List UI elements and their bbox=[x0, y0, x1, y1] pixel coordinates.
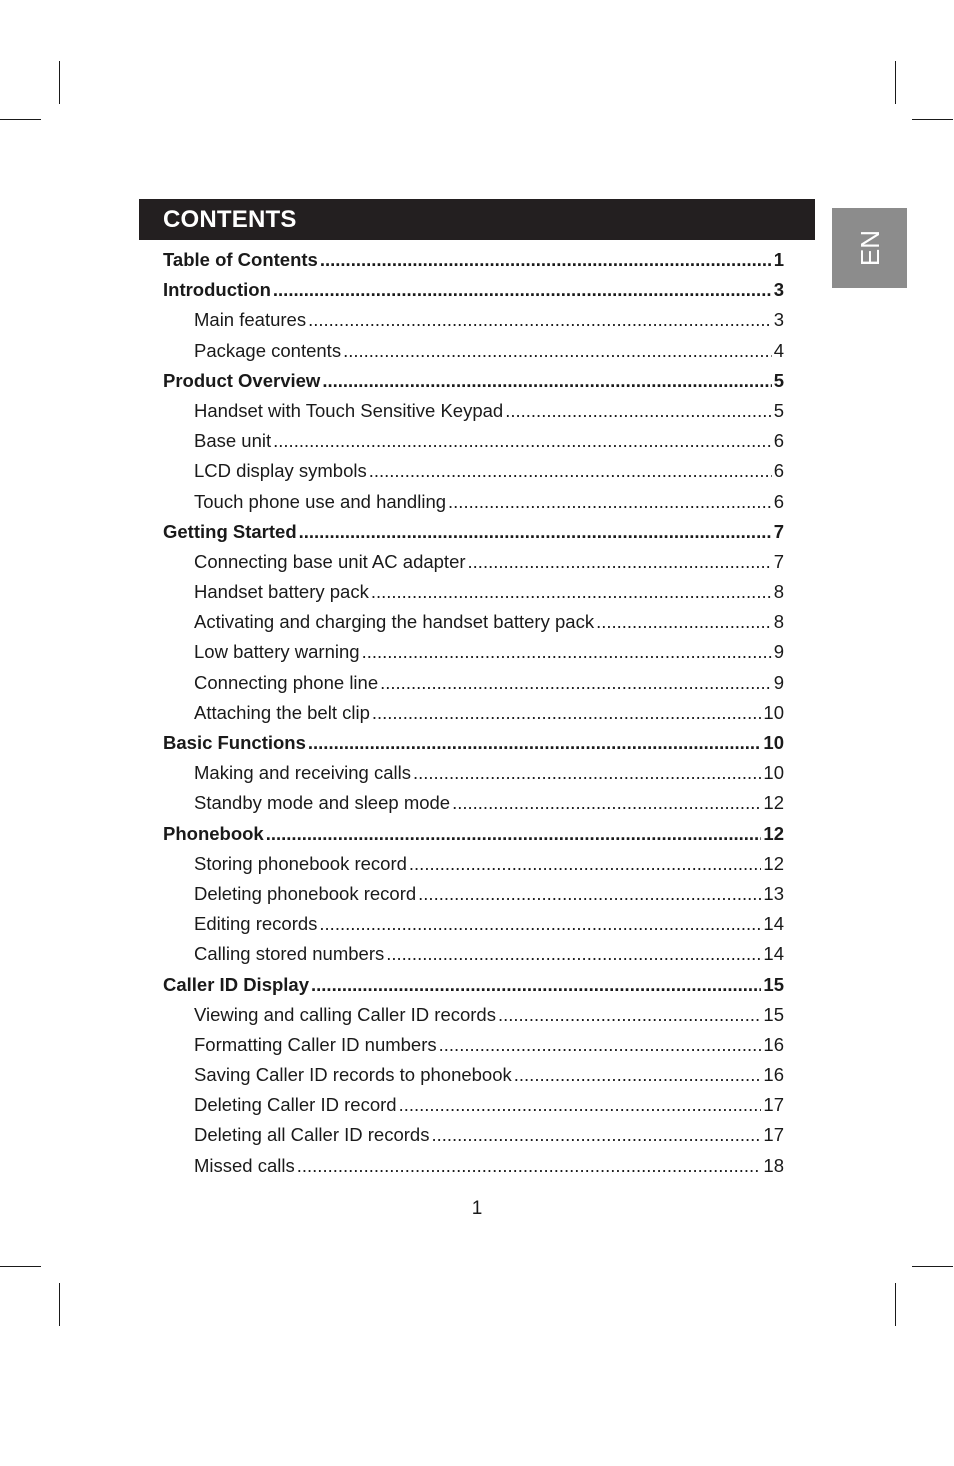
toc-entry-title: Attaching the belt clip bbox=[194, 701, 370, 723]
toc-entry-title: Formatting Caller ID numbers bbox=[194, 1033, 437, 1055]
toc-entry-page: 3 bbox=[773, 279, 784, 301]
crop-mark-top-right-horizontal bbox=[912, 119, 953, 120]
toc-dot-leader bbox=[322, 366, 771, 396]
toc-subsection-entry bbox=[163, 637, 784, 667]
toc-subsection-entry bbox=[163, 1120, 784, 1150]
toc-entry-title: Deleting all Caller ID records bbox=[194, 1124, 430, 1146]
toc-entry-title: Missed calls bbox=[194, 1154, 295, 1176]
toc-dot-leader bbox=[266, 819, 762, 849]
toc-dot-leader bbox=[372, 698, 762, 728]
crop-mark-bottom-left-vertical bbox=[59, 1283, 60, 1326]
toc-entry-title: Main features bbox=[194, 309, 307, 331]
toc-entry-title: Handset battery pack bbox=[194, 581, 369, 603]
toc-subsection-entry bbox=[163, 1090, 784, 1120]
toc-dot-leader bbox=[413, 758, 761, 788]
toc-entry-title: Deleting phonebook record bbox=[194, 882, 417, 904]
toc-dot-leader bbox=[596, 607, 772, 637]
toc-entry-title: Activating and charging the handset battery pack bbox=[194, 611, 595, 633]
crop-mark-bottom-right-vertical bbox=[895, 1283, 896, 1326]
toc-dot-leader bbox=[498, 1000, 761, 1030]
toc-entry-title: Deleting Caller ID record bbox=[194, 1094, 397, 1116]
toc-entry-page: 14 bbox=[763, 913, 784, 935]
toc-section-entry bbox=[163, 517, 784, 547]
toc-dot-leader bbox=[514, 1060, 762, 1090]
toc-entry-page: 17 bbox=[763, 1124, 784, 1146]
toc-entry-page: 12 bbox=[763, 852, 784, 874]
toc-entry-title: Low battery warning bbox=[194, 641, 360, 663]
toc-entry-title: Touch phone use and handling bbox=[194, 490, 447, 512]
toc-subsection-entry bbox=[163, 547, 784, 577]
toc-entry-title: Table of Contents bbox=[163, 249, 318, 270]
toc-subsection-entry bbox=[163, 698, 784, 728]
toc-subsection-entry bbox=[163, 939, 784, 969]
toc-entry-page: 17 bbox=[763, 1094, 784, 1116]
page-number: 1 bbox=[471, 1198, 483, 1219]
toc-subsection-entry bbox=[163, 1030, 784, 1060]
toc-subsection-entry bbox=[163, 456, 784, 486]
toc-dot-leader bbox=[452, 788, 761, 818]
toc-subsection-entry bbox=[163, 1060, 784, 1090]
toc-dot-leader bbox=[468, 547, 772, 577]
toc-entry-title: Caller ID Display bbox=[163, 973, 310, 995]
toc-subsection-entry bbox=[163, 1151, 784, 1181]
toc-dot-leader bbox=[371, 577, 772, 607]
toc-entry-page: 4 bbox=[773, 339, 784, 361]
crop-mark-top-right-vertical bbox=[895, 61, 896, 104]
toc-entry-page: 15 bbox=[763, 1003, 784, 1025]
toc-entry-page: 12 bbox=[763, 822, 784, 844]
toc-entry-title: Base unit bbox=[194, 430, 272, 452]
toc-entry-title: Handset with Touch Sensitive Keypad bbox=[194, 399, 504, 421]
toc-entry-title: LCD display symbols bbox=[194, 460, 367, 482]
toc-subsection-entry bbox=[163, 909, 784, 939]
toc-subsection-entry bbox=[163, 426, 784, 456]
toc-section-entry bbox=[163, 728, 784, 758]
contents-heading: CONTENTS bbox=[139, 199, 815, 240]
toc-entry-title: Viewing and calling Caller ID records bbox=[194, 1003, 496, 1025]
toc-dot-leader bbox=[439, 1030, 762, 1060]
toc-subsection-entry bbox=[163, 849, 784, 879]
language-tab-label: EN bbox=[854, 229, 885, 267]
toc-entry-page: 8 bbox=[773, 611, 784, 633]
toc-section-entry bbox=[163, 970, 784, 1000]
toc-entry-title: Saving Caller ID records to phonebook bbox=[194, 1064, 512, 1086]
toc-dot-leader bbox=[297, 1151, 762, 1181]
toc-subsection-entry bbox=[163, 668, 784, 698]
toc-section-entry bbox=[163, 245, 784, 275]
toc-dot-leader bbox=[273, 275, 772, 305]
toc-entry-page: 9 bbox=[773, 641, 784, 663]
toc-entry-page: 13 bbox=[763, 882, 784, 904]
toc-dot-leader bbox=[311, 970, 761, 1000]
toc-entry-title: Package contents bbox=[194, 339, 342, 361]
crop-mark-bottom-right-horizontal bbox=[912, 1266, 953, 1267]
toc-entry-page: 16 bbox=[763, 1033, 784, 1055]
toc-section-entry bbox=[163, 275, 784, 305]
crop-mark-top-left-vertical bbox=[59, 61, 60, 104]
toc-entry-title: Connecting phone line bbox=[194, 671, 379, 693]
toc-subsection-entry bbox=[163, 577, 784, 607]
crop-mark-top-left-horizontal bbox=[0, 119, 41, 120]
toc-dot-leader bbox=[320, 245, 772, 275]
toc-entry-page: 14 bbox=[763, 943, 784, 965]
table-of-contents bbox=[163, 245, 784, 1181]
toc-entry-title: Phonebook bbox=[163, 822, 264, 844]
toc-dot-leader bbox=[505, 396, 771, 426]
toc-dot-leader bbox=[448, 487, 772, 517]
toc-dot-leader bbox=[399, 1090, 762, 1120]
toc-dot-leader bbox=[409, 849, 762, 879]
toc-dot-leader bbox=[380, 668, 772, 698]
toc-dot-leader bbox=[431, 1120, 761, 1150]
toc-entry-page: 10 bbox=[763, 701, 784, 723]
toc-entry-title: Making and receiving calls bbox=[194, 762, 411, 784]
toc-dot-leader bbox=[273, 426, 772, 456]
toc-entry-page: 12 bbox=[763, 792, 784, 814]
toc-entry-page: 5 bbox=[773, 399, 784, 421]
toc-dot-leader bbox=[308, 305, 772, 335]
toc-entry-title: Product Overview bbox=[163, 369, 321, 391]
toc-section-entry bbox=[163, 366, 784, 396]
toc-subsection-entry bbox=[163, 879, 784, 909]
toc-entry-page: 15 bbox=[763, 973, 784, 995]
toc-entry-page: 9 bbox=[773, 671, 784, 693]
toc-entry-page: 10 bbox=[763, 732, 784, 753]
toc-entry-title: Getting Started bbox=[163, 520, 297, 542]
toc-entry-title: Storing phonebook record bbox=[194, 852, 407, 874]
toc-subsection-entry bbox=[163, 396, 784, 426]
toc-entry-page: 5 bbox=[773, 369, 784, 391]
toc-dot-leader bbox=[418, 879, 761, 909]
toc-section-entry bbox=[163, 819, 784, 849]
toc-subsection-entry bbox=[163, 758, 784, 788]
toc-entry-page: 3 bbox=[773, 309, 784, 331]
toc-entry-title: Introduction bbox=[163, 279, 271, 301]
toc-subsection-entry bbox=[163, 788, 784, 818]
toc-subsection-entry bbox=[163, 607, 784, 637]
toc-entry-page: 16 bbox=[763, 1064, 784, 1086]
toc-subsection-entry bbox=[163, 305, 784, 335]
toc-entry-page: 18 bbox=[763, 1154, 784, 1176]
toc-entry-page: 8 bbox=[773, 581, 784, 603]
toc-entry-title: Standby mode and sleep mode bbox=[194, 792, 451, 814]
toc-entry-title: Editing records bbox=[194, 913, 318, 935]
toc-subsection-entry bbox=[163, 487, 784, 517]
toc-subsection-entry bbox=[163, 1000, 784, 1030]
toc-entry-title: Basic Functions bbox=[163, 732, 306, 753]
crop-mark-bottom-left-horizontal bbox=[0, 1266, 41, 1267]
toc-entry-page: 6 bbox=[773, 460, 784, 482]
toc-dot-leader bbox=[343, 336, 772, 366]
toc-dot-leader bbox=[386, 939, 761, 969]
toc-entry-page: 6 bbox=[773, 430, 784, 452]
toc-entry-page: 10 bbox=[763, 762, 784, 784]
toc-entry-title: Connecting base unit AC adapter bbox=[194, 550, 466, 572]
toc-entry-page: 6 bbox=[773, 490, 784, 512]
toc-dot-leader bbox=[308, 728, 762, 758]
toc-entry-page: 7 bbox=[773, 550, 784, 572]
toc-entry-title: Calling stored numbers bbox=[194, 943, 385, 965]
toc-dot-leader bbox=[369, 456, 772, 486]
toc-dot-leader bbox=[319, 909, 761, 939]
toc-entry-page: 7 bbox=[773, 520, 784, 542]
toc-dot-leader bbox=[299, 517, 772, 547]
toc-entry-page: 1 bbox=[773, 249, 784, 270]
language-tab bbox=[832, 208, 907, 288]
toc-dot-leader bbox=[362, 637, 772, 667]
toc-subsection-entry bbox=[163, 336, 784, 366]
